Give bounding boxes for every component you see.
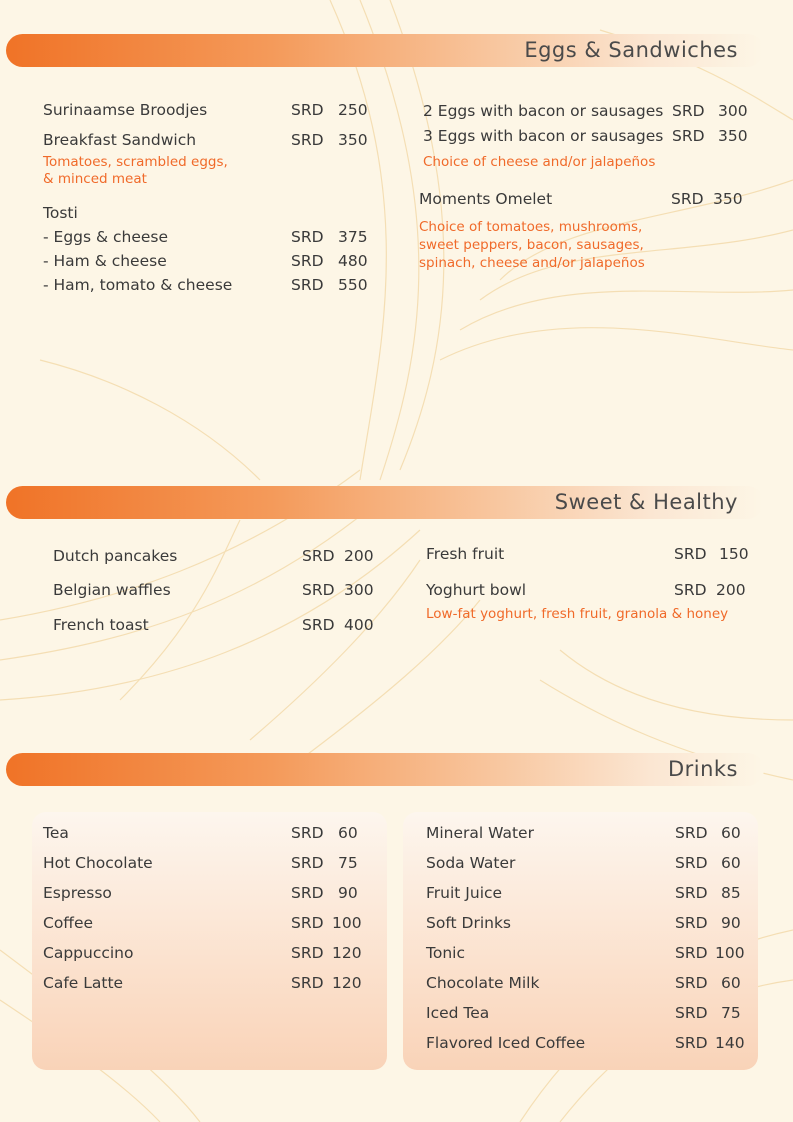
menu-item-name: Cafe Latte	[43, 974, 124, 992]
menu-subheading-tosti: Tosti	[43, 204, 78, 222]
menu-item-price: 300	[718, 102, 748, 120]
menu-item-description: Choice of cheese and/or jalapeños	[423, 154, 656, 170]
currency-label: SRD	[291, 228, 324, 246]
currency-label: SRD	[675, 974, 708, 992]
menu-item-price: 375	[338, 228, 368, 246]
menu-item-description: sweet peppers, bacon, sausages,	[419, 237, 644, 253]
currency-label: SRD	[672, 102, 705, 120]
menu-item-name: Espresso	[43, 884, 112, 902]
menu-item-price: 85	[721, 884, 741, 902]
menu-item-name: Iced Tea	[426, 1004, 490, 1022]
currency-label: SRD	[291, 824, 324, 842]
drinks-panel-hot	[32, 812, 387, 1070]
menu-item-name: Flavored Iced Coffee	[426, 1034, 586, 1052]
menu-item-description: Tomatoes, scrambled eggs,	[43, 154, 228, 170]
menu-item-price: 60	[721, 974, 741, 992]
currency-label: SRD	[291, 252, 324, 270]
currency-label: SRD	[291, 884, 324, 902]
menu-item-price: 120	[332, 974, 362, 992]
menu-item-name: Cappuccino	[43, 944, 134, 962]
menu-item-name: Breakfast Sandwich	[43, 131, 197, 149]
currency-label: SRD	[291, 276, 324, 294]
menu-item-price: 90	[721, 914, 741, 932]
menu-item-name: Tonic	[426, 944, 465, 962]
menu-item-price: 60	[721, 854, 741, 872]
menu-item-price: 100	[715, 944, 745, 962]
currency-label: SRD	[672, 127, 705, 145]
menu-item-name: - Ham, tomato & cheese	[43, 276, 233, 294]
menu-item-name: Chocolate Milk	[426, 974, 540, 992]
menu-item-name: Belgian waffles	[53, 581, 171, 599]
menu-item-price: 75	[338, 854, 358, 872]
menu-item-price: 90	[338, 884, 358, 902]
menu-item-price: 350	[338, 131, 368, 149]
menu-item-price: 150	[719, 545, 749, 563]
menu-item-price: 200	[716, 581, 746, 599]
menu-item-description: Low-fat yoghurt, fresh fruit, granola & honey	[426, 606, 729, 622]
menu-item-name: Moments Omelet	[419, 190, 553, 208]
currency-label: SRD	[675, 1004, 708, 1022]
menu-item-description: spinach, cheese and/or jalapeños	[419, 255, 645, 271]
menu-item-price: 350	[718, 127, 748, 145]
currency-label: SRD	[675, 884, 708, 902]
currency-label: SRD	[291, 131, 324, 149]
menu-item-price: 550	[338, 276, 368, 294]
menu-item-price: 60	[721, 824, 741, 842]
menu-item-name: 2 Eggs with bacon or sausages	[423, 102, 664, 120]
menu-item-price: 60	[338, 824, 358, 842]
menu-item-name: French toast	[53, 616, 149, 634]
currency-label: SRD	[302, 616, 335, 634]
currency-label: SRD	[674, 545, 707, 563]
section-title-eggs: Eggs & Sandwiches	[524, 38, 738, 62]
menu-item-name: Soft Drinks	[426, 914, 512, 932]
menu-item-price: 200	[344, 547, 374, 565]
currency-label: SRD	[291, 974, 324, 992]
currency-label: SRD	[302, 547, 335, 565]
currency-label: SRD	[671, 190, 704, 208]
drinks-panel-cold	[403, 812, 758, 1070]
menu-item-name: - Eggs & cheese	[43, 228, 169, 246]
menu-item-description: & minced meat	[43, 171, 147, 187]
menu-item-name: Hot Chocolate	[43, 854, 153, 872]
currency-label: SRD	[675, 944, 708, 962]
menu-item-name: 3 Eggs with bacon or sausages	[423, 127, 664, 145]
menu-item-name: Dutch pancakes	[53, 547, 178, 565]
menu-item-price: 480	[338, 252, 368, 270]
menu-item-name: Soda Water	[426, 854, 516, 872]
currency-label: SRD	[675, 824, 708, 842]
menu-item-name: Surinaamse Broodjes	[43, 101, 208, 119]
menu-item-name: Fruit Juice	[426, 884, 503, 902]
currency-label: SRD	[291, 101, 324, 119]
menu-item-price: 140	[715, 1034, 745, 1052]
menu-item-name: Coffee	[43, 914, 94, 932]
menu-item-price: 250	[338, 101, 368, 119]
menu-item-price: 300	[344, 581, 374, 599]
menu-item-price: 350	[713, 190, 743, 208]
currency-label: SRD	[675, 914, 708, 932]
menu-item-price: 400	[344, 616, 374, 634]
currency-label: SRD	[291, 854, 324, 872]
menu-item-name: Mineral Water	[426, 824, 534, 842]
section-title-sweet: Sweet & Healthy	[554, 490, 738, 514]
currency-label: SRD	[291, 914, 324, 932]
section-header-drinks	[6, 753, 764, 786]
currency-label: SRD	[674, 581, 707, 599]
menu-item-name: - Ham & cheese	[43, 252, 167, 270]
currency-label: SRD	[675, 854, 708, 872]
menu-item-name: Fresh fruit	[426, 545, 505, 563]
menu-item-description: Choice of tomatoes, mushrooms,	[419, 219, 643, 235]
section-header-sweet	[6, 486, 764, 519]
menu-item-price: 75	[721, 1004, 741, 1022]
menu-item-price: 120	[332, 944, 362, 962]
currency-label: SRD	[675, 1034, 708, 1052]
menu-item-name: Yoghurt bowl	[426, 581, 527, 599]
section-title-drinks: Drinks	[667, 757, 738, 781]
currency-label: SRD	[291, 944, 324, 962]
currency-label: SRD	[302, 581, 335, 599]
menu-item-name: Tea	[43, 824, 69, 842]
section-header-eggs	[6, 34, 764, 67]
menu-item-price: 100	[332, 914, 362, 932]
